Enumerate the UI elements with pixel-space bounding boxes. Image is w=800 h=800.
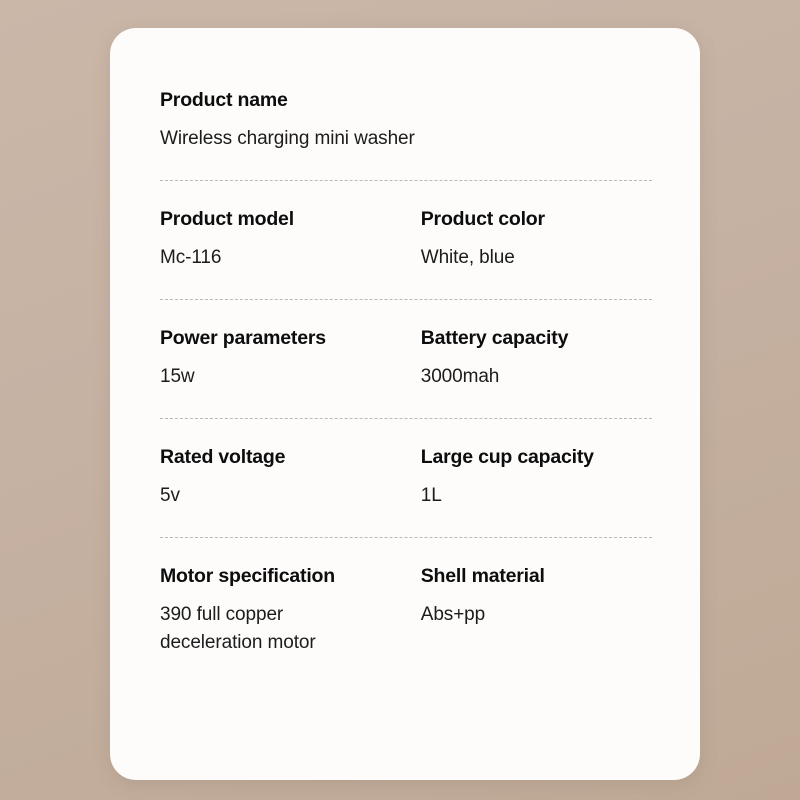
row-divider: [160, 299, 652, 300]
spec-value: 5v: [160, 485, 180, 506]
spec-cell-rated-voltage: [160, 445, 421, 511]
spec-value: White, blue: [420, 247, 515, 269]
table-row: [160, 562, 652, 658]
spec-cell-power-parameters: [160, 326, 421, 392]
spec-value: Mc-116: [160, 247, 222, 269]
spec-value: 3000mah: [420, 366, 500, 388]
spec-cell-motor-specification: [160, 564, 421, 658]
spec-cell-shell-material: [421, 564, 652, 658]
spec-label: Shell material: [420, 564, 545, 587]
spec-cell-product-color: [421, 207, 652, 273]
spec-cell-large-cup-capacity: [421, 445, 652, 511]
spec-value: Abs+pp: [420, 603, 486, 625]
table-row: [160, 324, 652, 392]
spec-value: Wireless charging mini washer: [160, 128, 415, 150]
spec-value: 390 full copper deceleration motor: [160, 603, 316, 654]
row-divider: [160, 418, 652, 419]
spec-label: Product model: [160, 207, 294, 230]
table-row: [160, 443, 652, 511]
spec-label: Product name: [160, 89, 288, 111]
specification-card: [110, 28, 700, 780]
table-row: [160, 205, 652, 273]
row-divider: [160, 180, 652, 181]
spec-cell-battery-capacity: [421, 326, 652, 392]
spec-label: Battery capacity: [420, 326, 569, 349]
spec-value: 15w: [160, 366, 195, 388]
spec-label: Rated voltage: [160, 445, 286, 468]
row-divider: [160, 537, 652, 538]
spec-label: Product color: [420, 207, 545, 230]
spec-label: Power parameters: [160, 326, 326, 349]
spec-label: Motor specification: [160, 564, 335, 587]
table-row: [160, 86, 652, 154]
spec-value: 1L: [420, 485, 442, 506]
spec-cell-product-name: [160, 88, 652, 154]
specification-table: [160, 86, 652, 658]
spec-cell-product-model: [160, 207, 421, 273]
spec-label: Large cup capacity: [420, 445, 594, 468]
